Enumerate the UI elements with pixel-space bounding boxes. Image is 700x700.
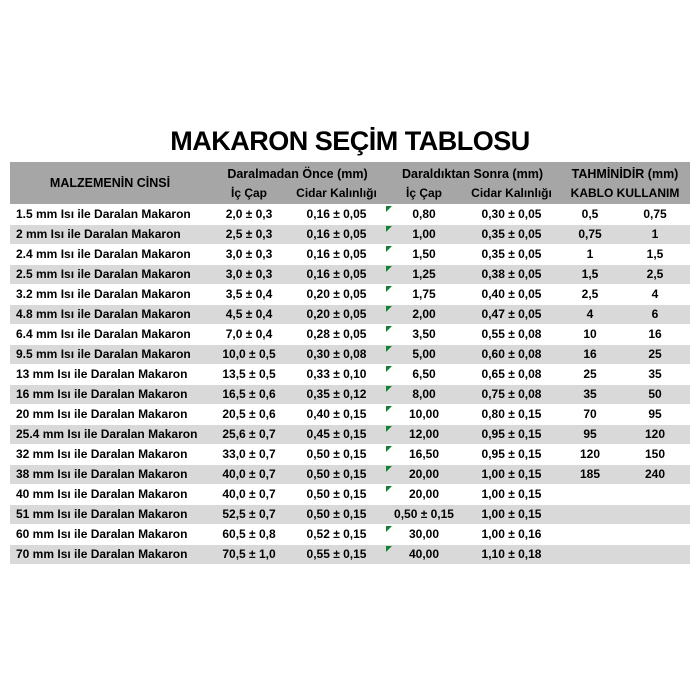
ic-cap-sonra-cell	[385, 365, 463, 384]
cidar-sonra-cell: 0,40 ± 0,05	[481, 287, 542, 301]
ic-cap-once-cell: 33,0 ± 0,7	[222, 447, 276, 461]
ic-cap-sonra-value: 20,00	[408, 467, 440, 481]
ic-cap-sonra-value: 6,50	[412, 367, 436, 381]
ic-cap-sonra-value: 30,00	[408, 527, 440, 541]
cidar-sonra-cell: 0,60 ± 0,08	[481, 347, 542, 361]
material-cell: 38 mm Isı ile Daralan Makaron	[16, 467, 188, 481]
cidar-sonra-cell: 1,00 ± 0,15	[481, 487, 542, 501]
table-row	[10, 485, 690, 505]
error-indicator-icon	[386, 286, 392, 292]
ic-cap-sonra-cell	[385, 345, 463, 364]
ic-cap-sonra-value: 1,00	[412, 227, 436, 241]
header-group-before-label: Daralmadan Önce (mm)	[227, 167, 368, 181]
table-row	[10, 205, 690, 225]
table-row	[10, 265, 690, 285]
cidar-once-cell: 0,50 ± 0,15	[306, 487, 367, 501]
cidar-once-cell: 0,50 ± 0,15	[306, 507, 367, 521]
header-cidar-after: Cidar Kalınlığı	[471, 186, 552, 200]
error-indicator-icon	[386, 226, 392, 232]
kablo-max-cell	[620, 525, 690, 544]
cidar-once-cell: 0,16 ± 0,05	[306, 247, 367, 261]
material-cell: 20 mm Isı ile Daralan Makaron	[16, 407, 188, 421]
kablo-max-cell	[620, 505, 690, 524]
kablo-max-cell: 1	[651, 227, 659, 241]
ic-cap-once-cell: 20,5 ± 0,6	[222, 407, 276, 421]
kablo-max-cell: 0,75	[643, 207, 667, 221]
ic-cap-once-cell: 10,0 ± 0,5	[222, 347, 276, 361]
header-group-estimate	[560, 162, 690, 204]
error-indicator-icon	[386, 426, 392, 432]
error-indicator-icon	[386, 206, 392, 212]
header-ic-cap-after: İç Çap	[405, 186, 442, 200]
makaron-selection-table	[10, 162, 690, 565]
kablo-max-cell: 25	[648, 347, 662, 361]
error-indicator-icon	[386, 346, 392, 352]
kablo-max-cell: 240	[644, 467, 666, 481]
table-row	[10, 245, 690, 265]
kablo-min-cell: 0,5	[581, 207, 599, 221]
error-indicator-icon	[386, 246, 392, 252]
table-header	[10, 162, 690, 205]
table-row	[10, 405, 690, 425]
ic-cap-sonra-value: 20,00	[408, 487, 440, 501]
ic-cap-sonra-cell	[385, 305, 463, 324]
ic-cap-sonra-value: 1,75	[412, 287, 436, 301]
kablo-max-cell: 1,5	[646, 247, 664, 261]
table-body	[10, 205, 690, 565]
cidar-sonra-cell: 1,00 ± 0,15	[481, 467, 542, 481]
material-cell: 40 mm Isı ile Daralan Makaron	[16, 487, 188, 501]
cidar-once-cell: 0,16 ± 0,05	[306, 227, 367, 241]
ic-cap-once-cell: 3,5 ± 0,4	[225, 287, 273, 301]
material-cell: 60 mm Isı ile Daralan Makaron	[16, 527, 188, 541]
cidar-sonra-cell: 0,47 ± 0,05	[481, 307, 542, 321]
error-indicator-icon	[386, 446, 392, 452]
kablo-min-cell: 10	[583, 327, 597, 341]
ic-cap-once-cell: 52,5 ± 0,7	[222, 507, 276, 521]
table-row	[10, 505, 690, 525]
ic-cap-sonra-cell	[385, 245, 463, 264]
cidar-once-cell: 0,55 ± 0,15	[306, 547, 367, 561]
kablo-min-cell: 4	[586, 307, 594, 321]
ic-cap-once-cell: 40,0 ± 0,7	[222, 487, 276, 501]
table-row	[10, 285, 690, 305]
ic-cap-sonra-value: 1,50	[412, 247, 436, 261]
cidar-once-cell: 0,16 ± 0,05	[306, 267, 367, 281]
cidar-once-cell: 0,52 ± 0,15	[306, 527, 367, 541]
material-cell: 32 mm Isı ile Daralan Makaron	[16, 447, 188, 461]
ic-cap-once-cell: 3,0 ± 0,3	[225, 247, 273, 261]
ic-cap-sonra-value: 16,50	[408, 447, 440, 461]
ic-cap-sonra-value: 5,00	[412, 347, 436, 361]
cidar-sonra-cell: 1,00 ± 0,15	[481, 507, 542, 521]
error-indicator-icon	[386, 366, 392, 372]
kablo-min-cell: 35	[583, 387, 597, 401]
table-row	[10, 425, 690, 445]
header-group-before-shrink	[210, 162, 385, 204]
ic-cap-once-cell: 2,5 ± 0,3	[225, 227, 273, 241]
material-cell: 2 mm Isı ile Daralan Makaron	[16, 227, 181, 241]
error-indicator-icon	[386, 526, 392, 532]
ic-cap-sonra-value: 2,00	[412, 307, 436, 321]
ic-cap-sonra-value: 12,00	[408, 427, 440, 441]
cidar-once-cell: 0,50 ± 0,15	[306, 467, 367, 481]
ic-cap-sonra-value: 3,50	[412, 327, 436, 341]
material-cell: 1.5 mm Isı ile Daralan Makaron	[16, 207, 191, 221]
cidar-sonra-cell: 1,10 ± 0,18	[481, 547, 542, 561]
error-indicator-icon	[386, 546, 392, 552]
page-title: MAKARON SEÇİM TABLOSU	[170, 126, 530, 156]
header-group-after-shrink	[385, 162, 560, 204]
cidar-sonra-cell: 0,55 ± 0,08	[481, 327, 542, 341]
ic-cap-sonra-value: 8,00	[412, 387, 436, 401]
cidar-once-cell: 0,20 ± 0,05	[306, 287, 367, 301]
cidar-sonra-cell: 0,30 ± 0,05	[481, 207, 542, 221]
error-indicator-icon	[386, 466, 392, 472]
kablo-min-cell: 2,5	[581, 287, 599, 301]
cidar-once-cell: 0,50 ± 0,15	[306, 447, 367, 461]
ic-cap-sonra-value: 40,00	[408, 547, 440, 561]
ic-cap-sonra-cell	[385, 485, 463, 504]
material-cell: 2.4 mm Isı ile Daralan Makaron	[16, 247, 191, 261]
material-cell: 9.5 mm Isı ile Daralan Makaron	[16, 347, 191, 361]
ic-cap-sonra-value: 10,00	[408, 407, 440, 421]
material-cell: 3.2 mm Isı ile Daralan Makaron	[16, 287, 191, 301]
ic-cap-once-cell: 4,5 ± 0,4	[225, 307, 273, 321]
ic-cap-sonra-cell	[385, 445, 463, 464]
material-cell: 51 mm Isı ile Daralan Makaron	[16, 507, 188, 521]
kablo-max-cell: 4	[651, 287, 659, 301]
kablo-max-cell: 16	[648, 327, 662, 341]
ic-cap-sonra-cell	[385, 545, 463, 564]
kablo-min-cell	[560, 525, 620, 544]
kablo-min-cell: 70	[583, 407, 597, 421]
material-cell: 4.8 mm Isı ile Daralan Makaron	[16, 307, 191, 321]
ic-cap-sonra-cell	[385, 525, 463, 544]
ic-cap-sonra-value: 0,80	[412, 207, 436, 221]
table-row	[10, 545, 690, 565]
error-indicator-icon	[386, 406, 392, 412]
table-row	[10, 325, 690, 345]
kablo-min-cell: 185	[579, 467, 601, 481]
kablo-max-cell: 35	[648, 367, 662, 381]
cidar-once-cell: 0,40 ± 0,15	[306, 407, 367, 421]
ic-cap-sonra-cell	[385, 505, 463, 524]
ic-cap-once-cell: 16,5 ± 0,6	[222, 387, 276, 401]
kablo-min-cell	[560, 485, 620, 504]
kablo-max-cell	[620, 545, 690, 564]
cidar-sonra-cell: 0,80 ± 0,15	[481, 407, 542, 421]
cidar-sonra-cell: 0,35 ± 0,05	[481, 227, 542, 241]
cidar-sonra-cell: 1,00 ± 0,16	[481, 527, 542, 541]
table-row	[10, 225, 690, 245]
cidar-once-cell: 0,33 ± 0,10	[306, 367, 367, 381]
kablo-min-cell: 25	[583, 367, 597, 381]
material-cell: 6.4 mm Isı ile Daralan Makaron	[16, 327, 191, 341]
kablo-max-cell: 150	[644, 447, 666, 461]
kablo-max-cell: 95	[648, 407, 662, 421]
table-row	[10, 365, 690, 385]
kablo-min-cell: 120	[579, 447, 601, 461]
kablo-min-cell: 0,75	[578, 227, 602, 241]
ic-cap-sonra-cell	[385, 385, 463, 404]
kablo-max-cell: 6	[651, 307, 659, 321]
ic-cap-once-cell: 7,0 ± 0,4	[225, 327, 273, 341]
cidar-once-cell: 0,30 ± 0,08	[306, 347, 367, 361]
kablo-min-cell: 95	[583, 427, 597, 441]
kablo-min-cell	[560, 545, 620, 564]
ic-cap-sonra-value: 0,50 ± 0,15	[394, 507, 454, 521]
kablo-min-cell	[560, 505, 620, 524]
cidar-sonra-cell: 0,95 ± 0,15	[481, 427, 542, 441]
error-indicator-icon	[386, 266, 392, 272]
error-indicator-icon	[386, 326, 392, 332]
table-row	[10, 345, 690, 365]
ic-cap-sonra-cell	[385, 285, 463, 304]
cidar-sonra-cell: 0,75 ± 0,08	[481, 387, 542, 401]
cidar-sonra-cell: 0,35 ± 0,05	[481, 247, 542, 261]
cidar-once-cell: 0,28 ± 0,05	[306, 327, 367, 341]
ic-cap-once-cell: 40,0 ± 0,7	[222, 467, 276, 481]
table-row	[10, 445, 690, 465]
ic-cap-sonra-cell	[385, 425, 463, 444]
ic-cap-once-cell: 60,5 ± 0,8	[222, 527, 276, 541]
cidar-once-cell: 0,45 ± 0,15	[306, 427, 367, 441]
header-ic-cap-before: İç Çap	[230, 186, 267, 200]
ic-cap-sonra-cell	[385, 205, 463, 224]
table-row	[10, 465, 690, 485]
header-material: MALZEMENİN CİNSİ	[49, 176, 171, 190]
ic-cap-sonra-cell	[385, 465, 463, 484]
ic-cap-sonra-cell	[385, 225, 463, 244]
cidar-once-cell: 0,35 ± 0,12	[306, 387, 367, 401]
material-cell: 13 mm Isı ile Daralan Makaron	[16, 367, 188, 381]
kablo-max-cell: 120	[644, 427, 666, 441]
table-row	[10, 305, 690, 325]
error-indicator-icon	[386, 486, 392, 492]
header-cidar-before: Cidar Kalınlığı	[296, 186, 377, 200]
material-cell: 16 mm Isı ile Daralan Makaron	[16, 387, 188, 401]
cidar-sonra-cell: 0,95 ± 0,15	[481, 447, 542, 461]
ic-cap-once-cell: 2,0 ± 0,3	[225, 207, 273, 221]
ic-cap-sonra-cell	[385, 265, 463, 284]
ic-cap-sonra-cell	[385, 405, 463, 424]
ic-cap-once-cell: 70,5 ± 1,0	[222, 547, 276, 561]
header-group-after-label: Daraldıktan Sonra (mm)	[401, 167, 543, 181]
ic-cap-once-cell: 13,5 ± 0,5	[222, 367, 276, 381]
material-cell: 2.5 mm Isı ile Daralan Makaron	[16, 267, 191, 281]
header-group-estimate-label: TAHMİNİDİR (mm)	[571, 167, 679, 181]
kablo-min-cell: 1	[586, 247, 594, 261]
ic-cap-sonra-cell	[385, 325, 463, 344]
kablo-min-cell: 16	[583, 347, 597, 361]
table-row	[10, 525, 690, 545]
kablo-max-cell: 2,5	[646, 267, 664, 281]
cidar-once-cell: 0,20 ± 0,05	[306, 307, 367, 321]
kablo-min-cell: 1,5	[581, 267, 599, 281]
cidar-once-cell: 0,16 ± 0,05	[306, 207, 367, 221]
cidar-sonra-cell: 0,65 ± 0,08	[481, 367, 542, 381]
header-kablo-kullanim: KABLO KULLANIM	[570, 186, 680, 200]
ic-cap-once-cell: 3,0 ± 0,3	[225, 267, 273, 281]
kablo-max-cell: 50	[648, 387, 662, 401]
material-cell: 70 mm Isı ile Daralan Makaron	[16, 547, 188, 561]
table-row	[10, 385, 690, 405]
cidar-sonra-cell: 0,38 ± 0,05	[481, 267, 542, 281]
error-indicator-icon	[386, 386, 392, 392]
ic-cap-sonra-value: 1,25	[412, 267, 436, 281]
ic-cap-once-cell: 25,6 ± 0,7	[222, 427, 276, 441]
error-indicator-icon	[386, 306, 392, 312]
kablo-max-cell	[620, 485, 690, 504]
material-cell: 25.4 mm Isı ile Daralan Makaron	[16, 427, 198, 441]
